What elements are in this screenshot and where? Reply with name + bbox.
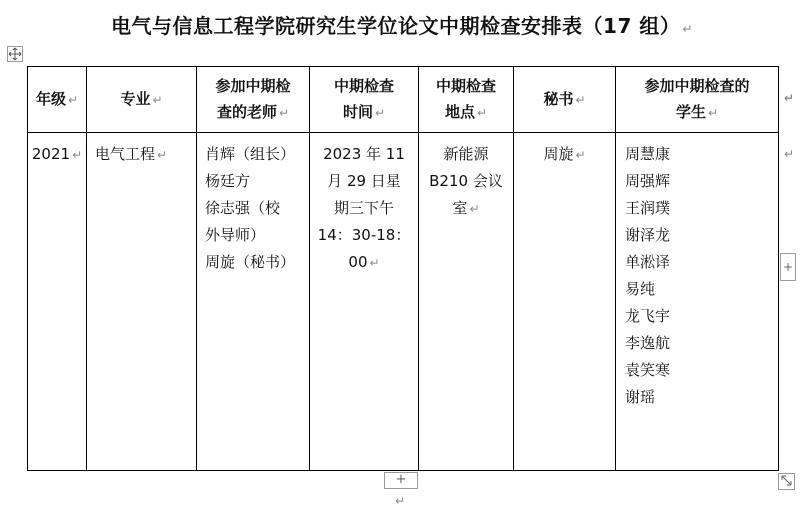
paragraph-mark-bottom: ↵	[395, 494, 406, 508]
cell-grade[interactable]: 2021 ↵	[28, 133, 87, 471]
document-title	[0, 10, 804, 39]
cell-teachers[interactable]: 肖辉（组长） 杨廷方 徐志强（校 外导师） 周旋（秘书）	[197, 133, 310, 471]
four-way-arrow-icon	[8, 47, 22, 61]
cell-location[interactable]: 新能源 B210 会议 室 ↵	[419, 133, 514, 471]
cell-secretary[interactable]: 周旋 ↵	[514, 133, 616, 471]
add-column-button[interactable]: +	[780, 253, 796, 281]
header-students: 参加中期检查的 学生 ↵ ↵	[616, 67, 779, 133]
student-name: 谢泽龙	[625, 226, 671, 244]
table-move-handle-icon[interactable]	[7, 46, 23, 62]
student-name: 单淞译	[625, 253, 671, 271]
header-secretary: 秘书 ↵	[514, 67, 616, 133]
student-name: 周慧康	[625, 145, 671, 163]
student-name: 易纯	[625, 280, 656, 298]
cell-time[interactable]: 2023 年 11 月 29 日星 期三下午 14：30-18： 00 ↵	[310, 133, 419, 471]
paragraph-mark: ↵	[682, 22, 693, 36]
student-name: 王润璞	[625, 199, 671, 217]
title-text: 电气与信息工程学院研究生学位论文中期检查安排表（17 组）	[111, 14, 681, 38]
schedule-table	[27, 66, 794, 471]
header-grade: 年级 ↵	[28, 67, 87, 133]
add-row-button[interactable]: +	[384, 472, 418, 489]
header-location: 中期检查 地点 ↵	[419, 67, 514, 133]
cell-students[interactable]: 周慧康 周强辉 王润璞 谢泽龙 单淞译 易纯 龙飞宇 李逸航 袁笑寒 谢瑶 ↵	[616, 133, 779, 471]
table-resize-icon[interactable]	[778, 473, 795, 490]
table-header-row	[28, 67, 779, 133]
diagonal-arrow-icon	[780, 474, 793, 487]
cell-major[interactable]: 电气工程 ↵	[87, 133, 197, 471]
student-name: 袁笑寒	[625, 361, 671, 379]
student-name: 周强辉	[625, 172, 671, 190]
student-name: 李逸航	[625, 334, 671, 352]
table-row	[28, 133, 779, 471]
header-teachers: 参加中期检 查的老师 ↵	[197, 67, 310, 133]
header-major: 专业 ↵	[87, 67, 197, 133]
header-time: 中期检查 时间 ↵	[310, 67, 419, 133]
student-name: 龙飞宇	[625, 307, 671, 325]
student-name: 谢瑶	[625, 388, 656, 406]
